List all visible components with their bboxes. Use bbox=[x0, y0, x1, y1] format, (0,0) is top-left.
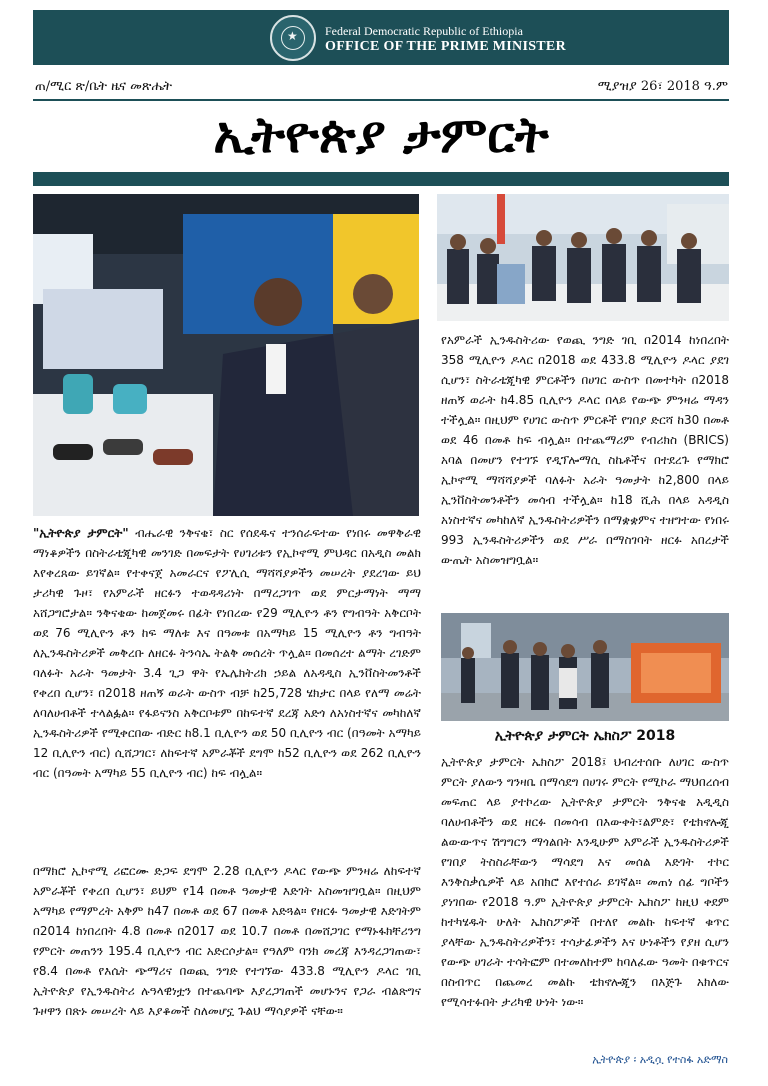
footer-slogan: ኢትዮጵያ ፡ አዲሷ የተስፋ አድማስ bbox=[592, 1053, 728, 1066]
ethiopia-emblem-icon: ★ bbox=[270, 15, 316, 61]
divider bbox=[33, 172, 729, 186]
paragraph-lead: "ኢትዮጵያ ታምርት" bbox=[33, 526, 129, 540]
header-banner bbox=[33, 10, 729, 65]
photo-expo-booth bbox=[33, 194, 419, 516]
photo-delegation bbox=[437, 194, 729, 321]
masthead-title: ኢትዮጵያ ታምርት bbox=[213, 105, 549, 164]
photo-expo-visit bbox=[441, 613, 729, 721]
newsletter-name: ጠ/ሚር ጽ/ቤት ዜና መጽሔት bbox=[35, 79, 173, 94]
article-paragraph bbox=[33, 523, 421, 783]
article-paragraph: የአምራች ኢንዱስትሪው የወጪ ንግድ ገቢ በ2014 ከነበረበት 358 ሚሊዮን ዶላር በ2018 ወደ 433.8 ሚሊዮን ዶላር ያደገ ሲሆን፣ ስትራቴጂካዊ ምርቶችን በሀገር ውስጥ በመተካት በ2018 ዘጠኝ ወራት ከ4.85 ቢሊዮን ዶላር በላይ የውጭ ምንዛሬ ማዳን ተችሏል። በዚህም የሀገር ውስጥ ምርቶች የገበያ ድርሻ ከ30 በመቶ ወደ 46 በመቶ ከፍ ብሏል። በተጨማሪም የብሪክስ (BRICS) አባል በመሆን የተገኙ የዲፕሎማሲ ስኬቶችና በተደረጉ የማክሮ ኢኮኖሚ ማሻሻያዎች ባለፉት አራት ዓመታት ከ2,800 በላይ ኢንቨስትመንቶችን መሳብ ተችሏል። ከ18 ሺሕ በላይ አዳዲስ አነስተኛና መካከለኛ ኢንዱስትሪዎችን በማቋቋምና ተዘግተው የነበሩ 993 ኢንዱስትሪዎችን ወደ ሥራ በማስገባት ዘርፉ አበረታች ውጤት አስመዝግቧል። bbox=[441, 333, 729, 567]
section-headline: ኢትዮጵያ ታምርት ኤክስፖ 2018 bbox=[494, 728, 676, 744]
article-paragraph: በማክሮ ኢኮኖሚ ሪፎርሙ ድጋፍ ደግሞ 2.28 ቢሊዮን ዶላር የውጭ ምንዛሬ ለከፍተኛ አምራቾች የቀረበ ሲሆን፣ ይህም የ14 በመቶ ዓመታዊ እድገት አስመዝግቧል። በዚህም አማካይ የማምረት አቅም ከ47 በመቶ ወደ 67 በመቶ አድጓል። የዘርፉ ዓመታዊ እድገትም በ2014 ከነበረበት 4.8 በመቶ በ2017 ወደ 10.7 በመቶ በመሸጋገር የማኑፋክቸሪንግ የምርት መጠንን 195.4 ቢሊዮን ብር አድርሶታል። የዓለም ባንክ መረጃ እንዳረጋገጠው፣ የ8.4 በመቶ የእሴት ጭማሪና በወጪ ንግድ የተገኘው 433.8 ሚሊዮን ዶላር ገቢ ኢትዮጵያ የኢንዱስትሪ ሉዓላዊነቷን በተጨባጭ እያረጋገጠች መሆኑንና የጋራ ብልጽግና ጉዞዋን በጽኑ መሠረት ላይ እያቆመች ስለመሆኗ ጉልህ ማሳያዎች ናቸው። bbox=[33, 864, 421, 1018]
divider bbox=[33, 99, 729, 101]
banner-subtitle: Federal Democratic Republic of Ethiopia bbox=[325, 24, 523, 38]
issue-date: ሚያዝያ 26፣ 2018 ዓ.ም bbox=[597, 79, 728, 94]
paragraph-body: ብሔራዊ ንቅናቄ፣ ስር የሰደዱና ተንሰራፍተው የነበሩ መዋቅራዊ ማነቆዎችን በስትራቴጂካዊ መንገድ በመፍታት የሀገሪቱን የኢኮኖሚ ምህዳር በአዲስ መልክ እየቀረጸው ይገኛል። የተቀናጀ አመራርና የፖሊሲ ማሻሻያዎችን መሠረት ያደረገው ይህ ታሪካዊ ጉዞ፣ የአምራች ዘርፉን ተወዳዳሪነት በማረጋገጥ ወደ ምርታማነት ማማ አሸጋግሮታል። ንቅናቄው ከመጀመሩ በፊት የነበረው የ29 ሚሊዮን ቶን የግብዓት አቅርቦት ወደ 76 ሚሊዮን ቶን ከፍ ማለቱ እና በዓመቱ በአማካይ 15 ሚሊዮን ቶን ግብዓት ለኢንዱስትሪዎች መቅረቡ ለዘርፉ ትንሳኤ ትልቅ መሰረት ጥሏል። በመሰረተ ልማት ረገድም ባለፉት አራት ዓመታት 3.4 ጊጋ ዋት የኤሌክትሪክ ኃይል ለአዳዲስ ኢንቨስትመንቶች የቀረበ ሲሆን፣ በ2018 ዘጠኝ ወራት ውስጥ ብቻ ከ25,728 ሄክታር በላይ የለማ መሬት ለባለሀብቶች ተላልፏል። የፋይናንስ አቅርቦቱም በከፍተኛ ደረጃ አድጎ ለአነስተኛና መካከለኛ ኢንዱስትሪዎች የሚቀርበው ብድር ከ8.1 ቢሊዮን ወደ 50 ቢሊዮን ብር (በዓመት አማካይ 12 ቢሊዮን ብር) ሲሸጋገር፣ ለከፍተኛ አምራቾች ደግሞ ከ52 ቢሊዮን ወደ 262 ቢሊዮን ብር (በዓመት አማካይ 55 ቢሊዮን ብር) ከፍ ብሏል። bbox=[33, 526, 421, 780]
banner-title: OFFICE OF THE PRIME MINISTER bbox=[325, 39, 566, 54]
article-paragraph: ኢትዮጵያ ታምርት ኤክስፖ 2018፤ ህብረተሰቡ ለሀገር ውስጥ ምርት ያለውን ግንዛቤ በማሳደግ በሀገሩ ምርት የሚኮራ ማህበረሰብ መፍጠር ላይ ያተኮረው ኢትዮጵያ ታምርት ንቅናቄ አዲዲስ ባለሀብቶችን ወደ ዘርፉ በመሳብ በእውቀት፣ልምድ፣ የቴክኖሎጂ ልውውጥና ሽግግርን ማጎልበት እንዲሁም አምራች ኢንዱስትሪዎች የገበያ ትስስራቸውን ማሳደግ እና መሰል እድገት ተኮር እንቅስቃሴዎች ላይ አበክሮ እየተሰራ ይገኛል። መጠነ ሰፊ ግቦችን ያነገበው የ2018 ዓ.ም ኢትዮጵያ ታምርት ኤክስፖ ከዚህ ቀደም ከተካሄዱት ሁለት ኤክስፖዎች በተለየ መልኩ ከፍተኛ ቁጥር ያላቸው ኢንዱስትሪዎችን፣ ተሳታፊዎችን እና ሁነቶችን የያዘ ሲሆን የውጭ ሀገራት ተሳትፎም በተመለከተም ከባለፈው ዓመት በቁጥርና በስብጥር በጨመረ መልኩ ቴክኖሎጂን በእጅጉ አክለው የሚሳተፉበት ታሪካዊ ሁነት ነው። bbox=[441, 755, 729, 1009]
